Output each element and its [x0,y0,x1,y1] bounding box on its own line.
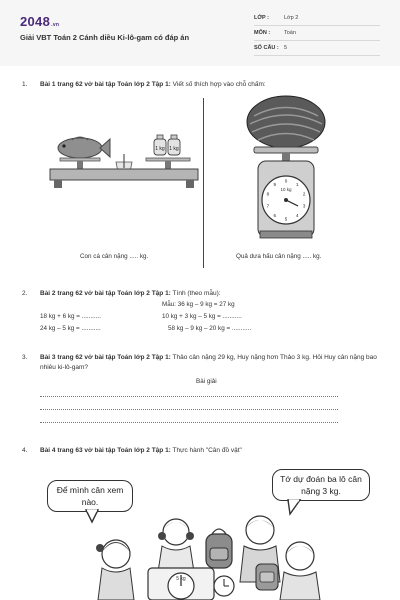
weight-label: 1 kg [169,146,179,152]
question-heading: Bài 4 trang 63 vở bài tập Toán lớp 2 Tập 1: [40,447,171,454]
dial-number: 9 [273,182,277,188]
alarm-clock-icon [214,576,234,596]
meta-key: SỐ CÂU : [254,45,279,51]
question-heading: Bài 1 trang 62 vở bài tập Toán lớp 2 Tập 1: [40,81,171,88]
backpack-icon [206,529,232,568]
answer-line[interactable] [40,409,338,410]
exercise-item: 18 kg + 6 kg = ........... [40,313,101,320]
question-4-text [40,447,242,454]
caption-watermelon: Quả dưa hấu cân nặng ..... kg. [236,253,322,260]
dial-number: 7 [266,203,270,209]
question-3-text [40,353,385,373]
exercise-item: 24 kg – 5 kg = ........... [40,325,101,332]
sample-calculation: Mẫu: 36 kg – 9 kg = 27 kg [162,301,235,308]
exercise-item: 58 kg – 9 kg – 20 kg = ........... [168,325,252,332]
site-logo[interactable] [20,14,59,29]
meta-value: 5 [284,45,288,51]
girl-middle-icon [158,519,194,572]
dial-capacity-label: 5 kg [176,576,186,582]
meta-row-subject [254,29,380,41]
weight-label: 1 kg [155,146,165,152]
fish-balance-illustration [50,128,200,196]
column-divider [203,98,204,268]
dial-number: 6 [273,213,277,218]
fish-icon [58,137,110,158]
answer-line[interactable] [40,396,338,397]
kitchen-scale-icon [148,568,214,600]
exercise-item: 10 kg + 3 kg – 5 kg = ........... [162,313,242,320]
meta-key: LỚP : [254,15,269,21]
worksheet-header [0,0,400,66]
meta-underline [254,55,380,56]
solution-label: Bài giải [196,378,217,385]
dial-number: 0 [284,178,288,184]
schoolbag-icon [256,564,278,590]
question-prompt: Tính (theo mẫu): [170,290,221,297]
dial-number: 3 [302,203,306,209]
question-heading: Bài 2 trang 62 vở bài tập Toán lớp 2 Tập 1: [40,290,171,297]
meta-key: MÔN : [254,30,271,36]
dial-scale-icon [254,147,318,238]
watermelon-icon [247,96,325,148]
watermelon-scale-illustration [244,94,334,240]
weights-icon [154,135,180,155]
children-weighing-illustration [88,512,328,600]
logo-main: 2048 [20,14,51,29]
meta-value: Toán [284,30,296,36]
boy-right-icon [280,542,320,600]
scale-capacity-label: 10 kg [280,187,292,192]
question-prompt: Thực hành "Cân đồ vật" [170,447,242,454]
meta-row-class [254,14,380,26]
meta-value: Lớp 2 [284,15,299,21]
girl-left-icon [96,540,134,600]
question-number: 4. [22,447,28,454]
question-number: 2. [22,290,28,297]
question-number: 1. [22,81,28,88]
question-prompt: Thảo cân nặng 29 kg, Huy nặng hơn Thảo 3 kg. Hỏi Huy cân nặng bao nhiêu ki-lô-gam? [40,354,377,371]
question-number: 3. [22,354,28,361]
answer-line[interactable] [40,422,338,423]
document-title: Giải VBT Toán 2 Cánh diều Ki-lô-gam có đáp án [20,33,190,42]
meta-underline [254,40,380,41]
question-prompt: Viết số thích hợp vào chỗ chấm: [170,81,266,88]
caption-fish: Con cá cân nặng ..... kg. [80,253,149,260]
dial-number: 1 [295,182,299,188]
meta-underline [254,25,380,26]
dial-number: 4 [295,213,299,218]
dial-number: 2 [302,191,306,197]
speech-bubble-left: Để mình cân xem nào. [47,480,133,512]
question-heading: Bài 3 trang 62 vở bài tập Toán lớp 2 Tập 1: [40,354,171,361]
speech-bubble-right: Tớ dự đoán ba lô cân nặng 3 kg. [272,469,370,501]
dial-number: 8 [266,191,270,197]
dial-number: 5 [284,216,288,222]
question-1-text [40,81,266,88]
meta-row-count [254,44,380,56]
logo-sub: .vn [51,22,60,28]
question-2-text [40,290,221,297]
